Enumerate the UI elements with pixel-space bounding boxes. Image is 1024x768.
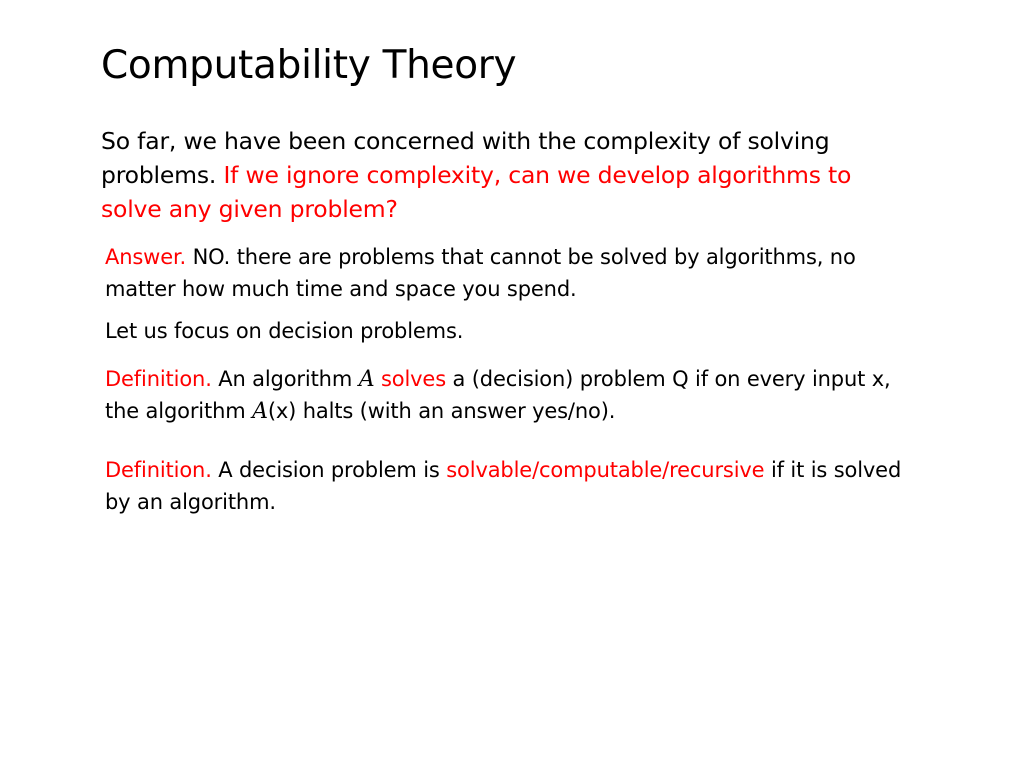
answer-text: NO. there are problems that cannot be solved by algorithms, no matter how much time and space you spend. bbox=[105, 245, 856, 301]
focus-text: Let us focus on decision problems. bbox=[105, 319, 464, 343]
intro-paragraph bbox=[101, 124, 901, 226]
focus-paragraph bbox=[105, 316, 905, 348]
definition-text-part1: An algorithm bbox=[218, 367, 353, 391]
answer-label: Answer. bbox=[105, 245, 187, 269]
definition-solvable-paragraph bbox=[105, 455, 905, 518]
intro-text: So far, we have been concerned with the complexity of solving problems. bbox=[101, 127, 830, 189]
intro-question: If we ignore complexity, can we develop algorithms to solve any given problem? bbox=[101, 161, 852, 223]
slide-title: Computability Theory bbox=[101, 43, 517, 88]
definition-label: Definition. bbox=[105, 367, 212, 391]
definition-text-part1: A decision problem is bbox=[218, 458, 440, 482]
definition-term-solvable: solvable/computable/recursive bbox=[446, 458, 765, 482]
algorithm-symbol: A bbox=[358, 367, 375, 392]
definition-solves-paragraph bbox=[105, 364, 905, 427]
definition-term-solves: solves bbox=[380, 367, 446, 391]
answer-paragraph bbox=[105, 242, 905, 305]
definition-text-part3: (x) halts (with an answer yes/no). bbox=[267, 398, 616, 423]
definition-text-part2: a (decision) problem Q if on every input x, the algorithm bbox=[105, 367, 891, 423]
definition-label: Definition. bbox=[105, 458, 212, 482]
definition-text-part2: if it is solved by an algorithm. bbox=[105, 458, 902, 514]
algorithm-symbol: A bbox=[252, 398, 268, 424]
